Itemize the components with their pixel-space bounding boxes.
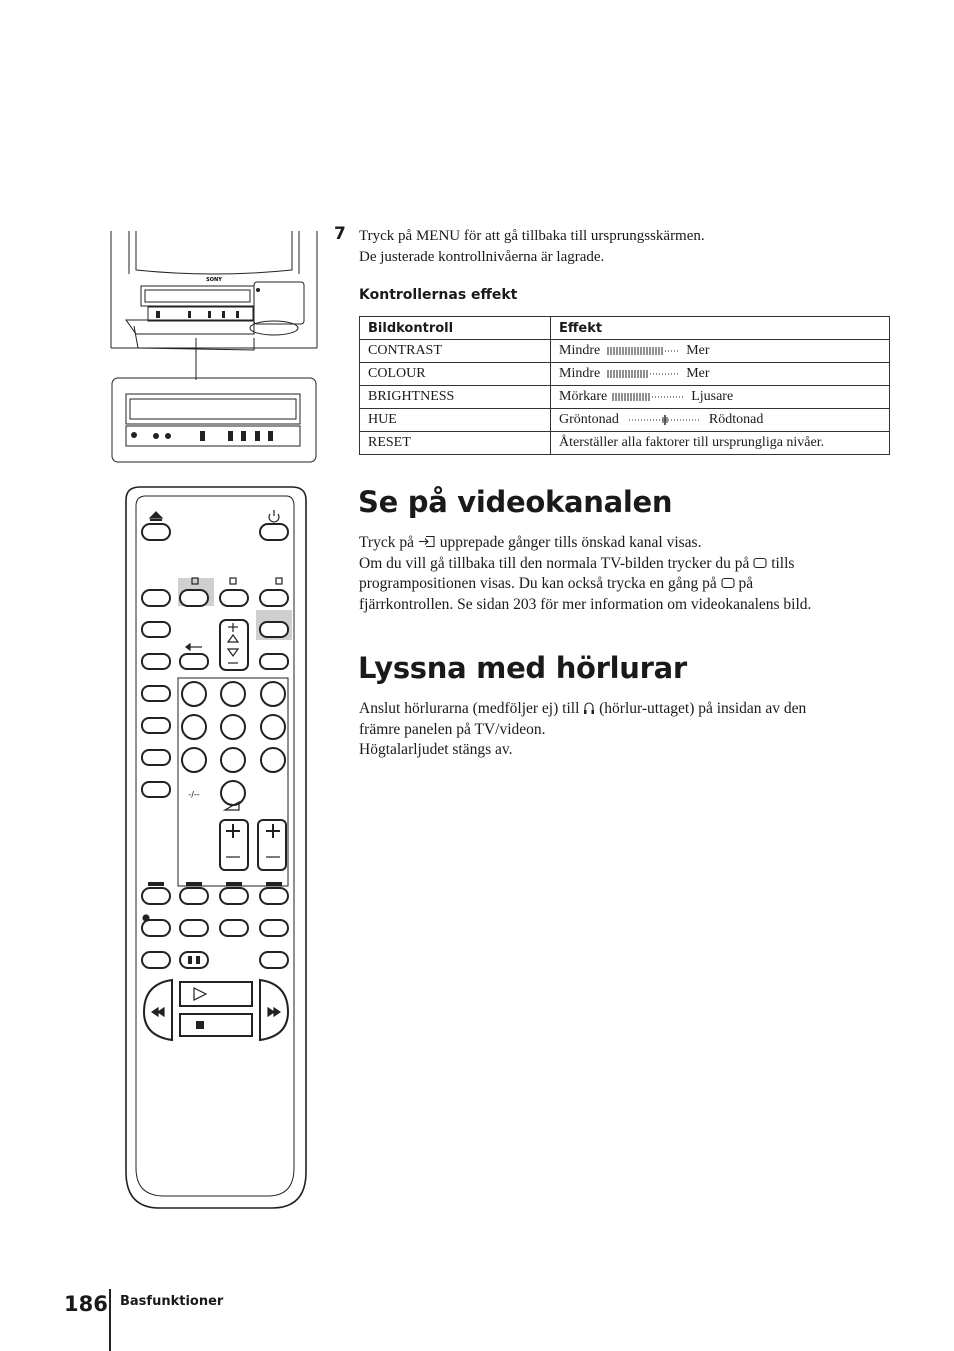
footer-divider	[109, 1289, 111, 1351]
hue-balance-bar-icon	[627, 414, 703, 426]
step-note: De justerade kontrollnivåerna är lagrade.	[359, 249, 605, 265]
step-instruction: Tryck på MENU för att gå tillbaka till ursprungsskärmen.	[359, 228, 705, 244]
control-effect: Återställer alla faktorer till ursprungliga nivåer.	[551, 432, 890, 455]
step-number: 7	[334, 224, 346, 244]
effect-low: Mörkare	[559, 389, 608, 404]
control-name: HUE	[360, 409, 551, 432]
table-row	[360, 409, 890, 432]
effect-low: Mindre	[559, 366, 601, 381]
section-video-channel-body	[359, 533, 889, 615]
paragraph-line: Om du vill gå tillbaka till den normala TV-bilden trycker du på tills	[359, 554, 795, 572]
table-row	[360, 363, 890, 386]
controls-heading: Kontrollernas effekt	[359, 287, 518, 303]
input-select-icon	[418, 535, 436, 548]
control-name: RESET	[360, 432, 551, 455]
level-bar-icon	[611, 391, 685, 403]
footer-section-name: Basfunktioner	[120, 1294, 224, 1309]
section-title-headphones: Lyssna med hörlurar	[358, 651, 687, 685]
paragraph-line: Tryck på upprepade gånger tills önskad kanal visas.	[359, 534, 702, 551]
table-header-row	[360, 317, 890, 340]
page-number: 186	[64, 1292, 108, 1316]
table-row	[360, 386, 890, 409]
effect-high: Mer	[686, 343, 710, 358]
level-bar-icon	[606, 345, 680, 357]
tv-mode-icon	[721, 577, 735, 589]
control-name: COLOUR	[360, 363, 551, 386]
control-effect	[551, 409, 890, 432]
section-title-video-channel: Se på videokanalen	[358, 485, 673, 519]
effect-high: Rödtonad	[708, 412, 764, 427]
remote-digit-entry-label: -/--	[188, 790, 200, 799]
tv-front-panel-illustration	[108, 228, 320, 466]
paragraph-line: Anslut hörlurarna (medföljer ej) till (hörlur-uttaget) på insidan av den	[359, 700, 807, 717]
effect-low: Gröntonad	[559, 412, 619, 427]
section-headphones-body	[359, 699, 889, 761]
remote-control-illustration	[122, 484, 310, 1212]
level-bar-icon	[606, 368, 680, 380]
tv-mode-icon	[753, 557, 767, 569]
control-effect	[551, 386, 890, 409]
paragraph-line: programpositionen visas. Du kan också trycka en gång på på	[359, 575, 754, 592]
sony-brand-label: SONY	[206, 277, 222, 283]
paragraph-line: Högtalarljudet stängs av.	[359, 741, 513, 758]
table-header: Bildkontroll	[360, 317, 551, 340]
effect-high: Ljusare	[691, 389, 734, 404]
picture-controls-table	[359, 316, 890, 455]
headphone-jack-icon	[583, 701, 595, 715]
table-row	[360, 432, 890, 455]
paragraph-line: fjärrkontrollen. Se sidan 203 för mer information om videokanalens bild.	[359, 595, 812, 613]
control-name: CONTRAST	[360, 340, 551, 363]
control-effect	[551, 363, 890, 386]
table-row	[360, 340, 890, 363]
table-header: Effekt	[551, 317, 890, 340]
paragraph-line: främre panelen på TV/videon.	[359, 720, 546, 738]
effect-high: Mer	[686, 366, 710, 381]
effect-low: Mindre	[559, 343, 601, 358]
control-name: BRIGHTNESS	[360, 386, 551, 409]
control-effect	[551, 340, 890, 363]
